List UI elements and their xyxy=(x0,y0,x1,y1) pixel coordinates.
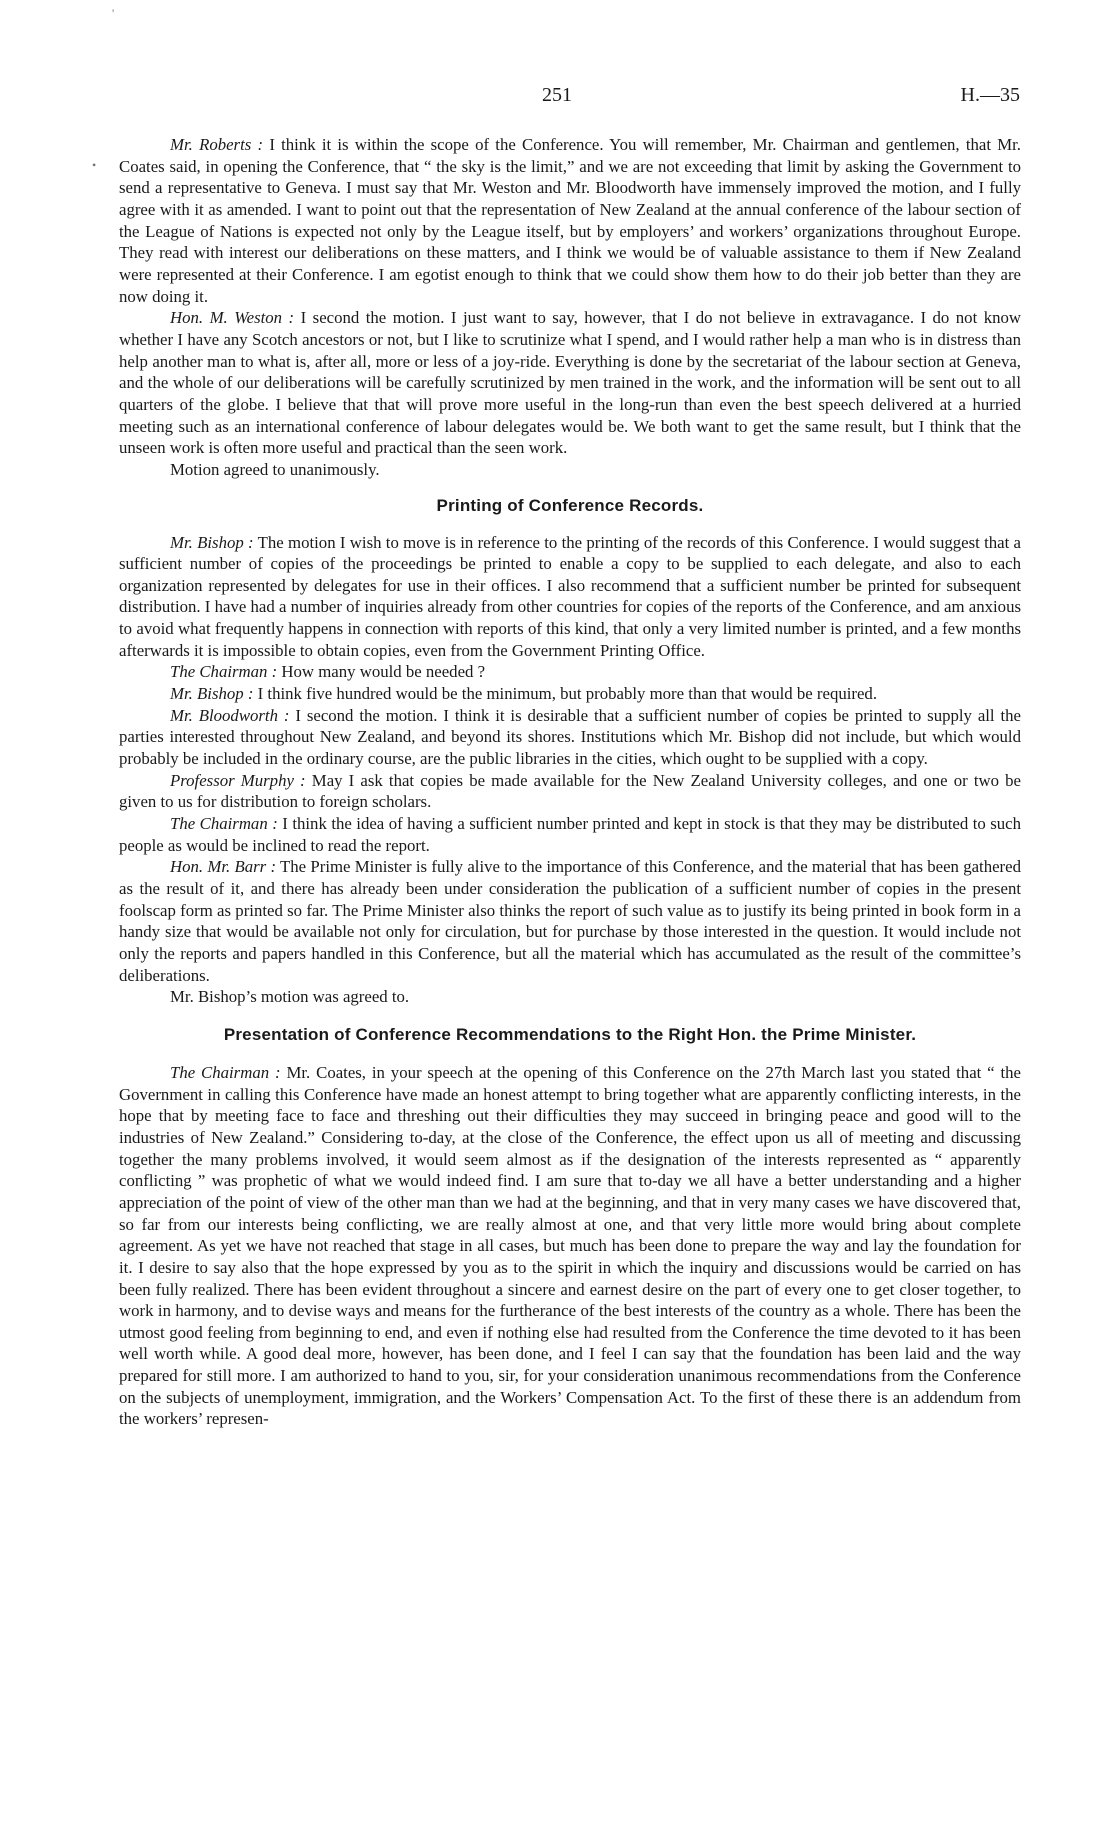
paragraph-text: I think the idea of having a sufficient number printed and kept in stock is that they may be distributed to such people as would be inclined to read the report. xyxy=(119,814,1022,855)
speaker-name: Mr. Bishop : xyxy=(170,532,254,552)
paragraph-text: Mr. Coates, in your speech at the opening of this Conference on the 27th March last you stated that “ the Government in calling this Conference have made an honest attempt to bring together what are apparently conflicting interests, in the hope that by meeting face to face and threshing out their difficulties they may succeed in bringing peace and good will to the industries of New Zealand.” Considering to-day, at the close of the Conference, the effect upon us all of meeting and discussing together the many problems involved, it would seem almost as if the designation of the interests represented as “ apparently conflicting ” was prophetic of what we would indeed find. I am sure that to-day we all have a better understanding and a higher appreciation of the point of view of the other man than we had at the beginning, and that in very many cases we have discovered that, so far from our interests being conflicting, we are really almost at one, and that very little more would bring about complete agreement. As yet we have not reached that stage in all cases, but much has been done to prepare the way and lay the foundation for it. I desire to say also that the hope expressed by you as to the spirit in which the inquiry and discussions would be carried on has been fully realized. There has been evident throughout a sincere and earnest desire on the part of every one to get closer together, to work in harmony, and to devise ways and means for the furtherance of the best interests of the country as a whole. There has been the utmost good feeling from beginning to end, and even if nothing else had resulted from the Conference the time devoted to it has been well worth while. A good deal more, however, has been done, and I feel I can say that the foundation has been laid and the way prepared for still more. I am authorized to hand to you, sir, for your consideration unanimous recommendations from the Conference on the subjects of unemployment, immigration, and the Workers’ Compensation Act. To the first of these there is an addendum from the workers’ represen- xyxy=(119,1062,1022,1429)
scan-mark-top: ' xyxy=(112,6,115,20)
paragraph xyxy=(119,705,1021,770)
page-number: 251 xyxy=(542,84,572,106)
paragraph xyxy=(119,856,1021,986)
paragraph-text: I think five hundred would be the minimum, but probably more than that would be required. xyxy=(253,684,878,704)
paragraph-text: May I ask that copies be made available for the New Zealand University colleges, and one or two be given to us for distribution to foreign scholars. xyxy=(119,770,1021,812)
speaker-name: Mr. Roberts : xyxy=(170,135,264,154)
paragraph-text: The motion I wish to move is in reference to the printing of the records of this Conference. I would suggest that a sufficient number of copies of the proceedings be printed to enable a copy to be supplied to each delegate, and also to each organization represented by delegates for use in their offices. I also recommend that a sufficient number be printed for subsequent distribution. I have had a number of inquiries already from other countries for copies of the reports of the Conference, and am anxious to avoid what frequently happens in connection with reports of this kind, that only a very limited number is printed, and a few months afterwards it is impossible to obtain copies, even from the Government Printing Office. xyxy=(119,532,1021,660)
speaker-name: Professor Murphy : xyxy=(170,770,306,790)
paragraph-text: I think it is within the scope of the Conference. You will remember, Mr. Chairman and gentlemen, that Mr. Coates said, in opening the Conference, that “ the sky is the limit,” and we are not exceeding that limit by asking the Government to send a representative to Geneva. I must say that Mr. Weston and Mr. Bloodworth have immensely improved the motion, and I fully agree with it as amended. I want to point out that the representation of New Zealand at the annual conference of the labour section of the League of Nations is expected not only by the League itself, but by employers’ and workers’ organizations throughout Europe. They read with interest our deliberations on these matters, and I think we would be of valuable assistance to them if New Zealand were represented at their Conference. I am egotist enough to think that we could show them how to do their job better than they are now doing it. xyxy=(119,135,1021,306)
paragraph xyxy=(119,532,1021,662)
paragraph-text: How many would be needed ? xyxy=(277,662,486,682)
page-header xyxy=(0,84,1114,110)
paragraph xyxy=(119,770,1021,813)
paragraph-text: Motion agreed to unanimously. xyxy=(170,459,380,479)
paragraph xyxy=(119,307,1021,459)
paragraph-text: The Prime Minister is fully alive to the importance of this Conference, and the material that has been gathered as the result of it, and there has already been under consideration the publication of a sufficient number of copies in the present foolscap form as printed so far. The Prime Minister also thinks the report of such value as to justify its being printed in book form in a handy size that would be available not only for circulation, but for purchase by those interested in the question. It would include not only the reports and papers handled in this Conference, but all the material which has accumulated as the result of the committee’s deliberations. xyxy=(119,857,1021,985)
paragraph xyxy=(119,813,1021,856)
speaker-name: Mr. Bloodworth : xyxy=(170,705,290,725)
paragraph xyxy=(119,134,1021,307)
scan-mark-side: • xyxy=(92,158,97,172)
paragraph xyxy=(119,459,1021,481)
speaker-name: The Chairman : xyxy=(170,814,278,834)
paragraph xyxy=(119,661,1021,683)
body-text xyxy=(119,134,1021,1430)
paragraph-text: I second the motion. I think it is desirable that a sufficient number of copies be printed to supply all the parties interested throughout New Zealand, and beyond its shores. Institutions which Mr. Bishop did not include, but which would probably be included in the ordinary course, are the public libraries in the cities, which ought to be supplied with a copy. xyxy=(119,705,1021,769)
speaker-name: The Chairman : xyxy=(170,1062,281,1082)
paragraph xyxy=(119,683,1021,705)
speaker-name: Hon. M. Weston : xyxy=(170,308,295,328)
paragraph-text: I second the motion. I just want to say, however, that I do not believe in extravagance. I do not know whether I have any Scotch ancestors or not, but I like to scrutinize what I spend, and I would rather help a man who is in distress than help another man to what is, after all, more or less of a joy-ride. Everything is done by the secretariat of the labour section at Geneva, and the whole of our deliberations will be carefully scrutinized by men trained in the work, and the information will be sent out to all quarters of the globe. I believe that that will prove more useful in the long-run than even the best speech delivered at a hurried meeting such as an international conference of labour delegates would be. We both want to get the same result, but I think that the unseen work is often more useful and practical than the seen work. xyxy=(119,308,1021,458)
speaker-name: Mr. Bishop : xyxy=(170,684,254,704)
paragraph xyxy=(119,986,1021,1008)
paragraph xyxy=(119,1062,1021,1430)
speaker-name: The Chairman : xyxy=(170,662,278,682)
paragraph-text: Mr. Bishop’s motion was agreed to. xyxy=(170,987,410,1007)
section-heading-presentation: Presentation of Conference Recommendations to the Right Hon. the Prime Minister. xyxy=(223,1024,917,1044)
document-code: H.—35 xyxy=(960,84,1020,106)
section-heading-printing: Printing of Conference Records. xyxy=(436,495,704,515)
speaker-name: Hon. Mr. Barr : xyxy=(170,857,277,877)
